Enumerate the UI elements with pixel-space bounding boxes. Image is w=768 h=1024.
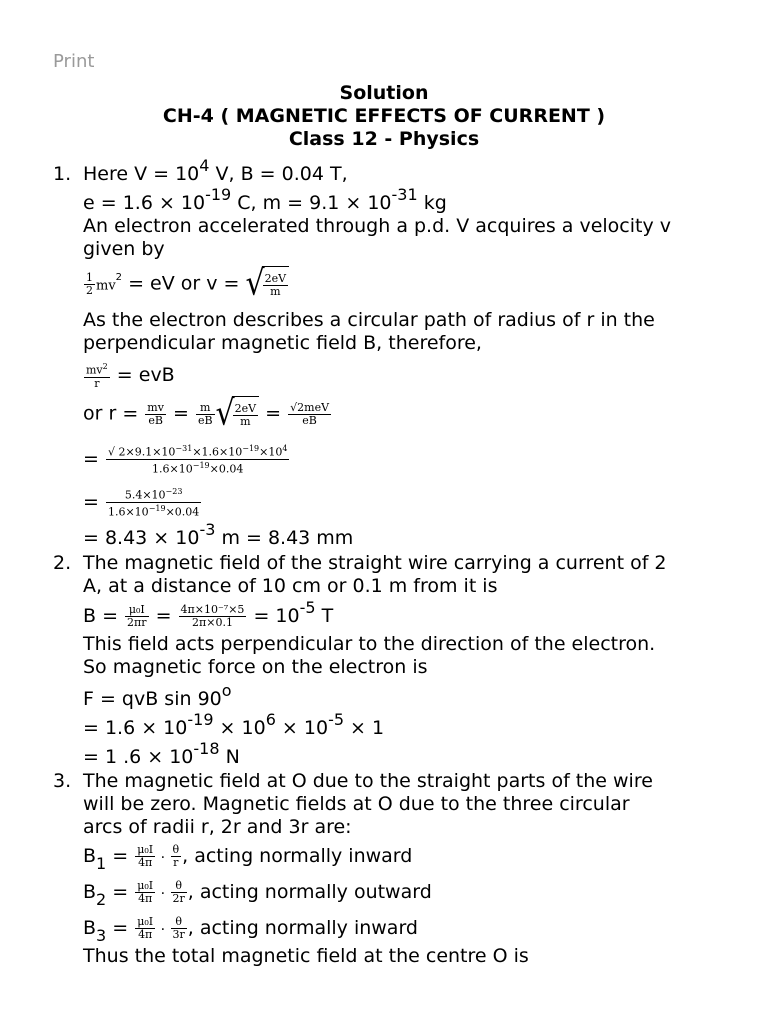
q3-text-line2: will be zero. Magnetic fields at O due to the three circular (83, 793, 630, 815)
q2-number: 2. (53, 552, 72, 574)
q2-force-eq3: = 1 $.6 \times 10^{-18}$ N (83, 738, 240, 768)
q1-result: = $8.43 \times 10^{-3}$ m = 8.43 mm (83, 519, 354, 549)
q1-eq-radius: or r = $\frac{mv}{eB}$ = $\frac{m}{eB}$ √ $\frac{2eV}{m}$ = $\frac{\text{√2meV}}{eB}$ (83, 393, 330, 434)
q3-text-line4: Thus the total magnetic field at the centre O is (83, 945, 529, 967)
q1-text-line6: perpendicular magnetic field B, therefore, (83, 332, 482, 354)
q1-text-line5: As the electron describes a circular path of radius of r in the (83, 309, 655, 331)
solution-title: Solution (339, 82, 429, 104)
chapter-title: CH-4 ( MAGNETIC EFFECTS OF CURRENT ) (162, 105, 606, 127)
q1-eq-force: $\frac{mv^2}{r}$ = evB (86, 362, 175, 390)
q2-text-line3: This field acts perpendicular to the direction of the electron. (83, 633, 656, 655)
class-title: Class 12 - Physics (288, 128, 480, 150)
q2-force-eq1: F = qvB sin 90$^o$ (83, 680, 232, 710)
q1-eq-simplified: = $\frac{5.4\times 10^{-23}}{1.6\times 10^{-19}\times 0.04}$ (83, 487, 200, 519)
q1-given-line1: Here $V = 10^4$ V, B = 0.04 T, (83, 155, 348, 185)
q1-given-line2: $e = 1.6 \times 10^{-19}$ C, $m = 9.1 \times 10^{-31}$ kg (83, 184, 447, 214)
q2-eq-field: B = $\frac{\text{μ₀I}}{2\pi r}$ = $\frac{\text{4π×10⁻⁷×5}}{2\pi\times 0.1}$ = $10^{-5}$ T (83, 597, 334, 629)
q1-text-line4: given by (83, 238, 165, 260)
q2-force-eq2: = $1.6 \times 10^{-19} \times 10^6 \times 10^{-5} \times 1$ (83, 709, 385, 739)
q1-number: 1. (53, 163, 72, 185)
q3-b1-eq: $B_1$ = $\frac{\text{μ₀I}}{4\pi}$ · $\frac{\theta}{r}$ , acting normally inward (83, 843, 413, 873)
q3-text-line3: arcs of radii r, 2r and 3r are: (83, 816, 352, 838)
q1-text-line3: An electron accelerated through a p.d. V acquires a velocity v (83, 215, 671, 237)
q2-text-line2: A, at a distance of 10 cm or 0.1 m from it is (83, 575, 498, 597)
print-link[interactable]: Print (53, 51, 95, 72)
q1-eq-velocity: $\frac{1}{2}$ $mv^2$ = eV or v = √ $\frac{2eV}{m}$ (83, 266, 289, 304)
q1-eq-substitution: = $\frac{√ 2\times 9.1\times 10^{-31}\times 1.6\times 10^{-19}\times 10^4}{1.6\times 10^{-19}\times 0.04}$ (83, 444, 288, 476)
q3-b3-eq: $B_3$ = $\frac{\text{μ₀I}}{4\pi}$ · $\frac{\theta}{3r}$ , acting normally inward (83, 915, 418, 945)
q3-b2-eq: $B_2$ = $\frac{\text{μ₀I}}{4\pi}$ · $\frac{\theta}{2r}$ , acting normally outward (83, 879, 432, 909)
q2-text-line1: The magnetic field of the straight wire carrying a current of 2 (83, 552, 667, 574)
q2-text-line4: So magnetic force on the electron is (83, 656, 428, 678)
q3-number: 3. (53, 770, 72, 792)
q3-text-line1: The magnetic field at O due to the straight parts of the wire (83, 770, 653, 792)
